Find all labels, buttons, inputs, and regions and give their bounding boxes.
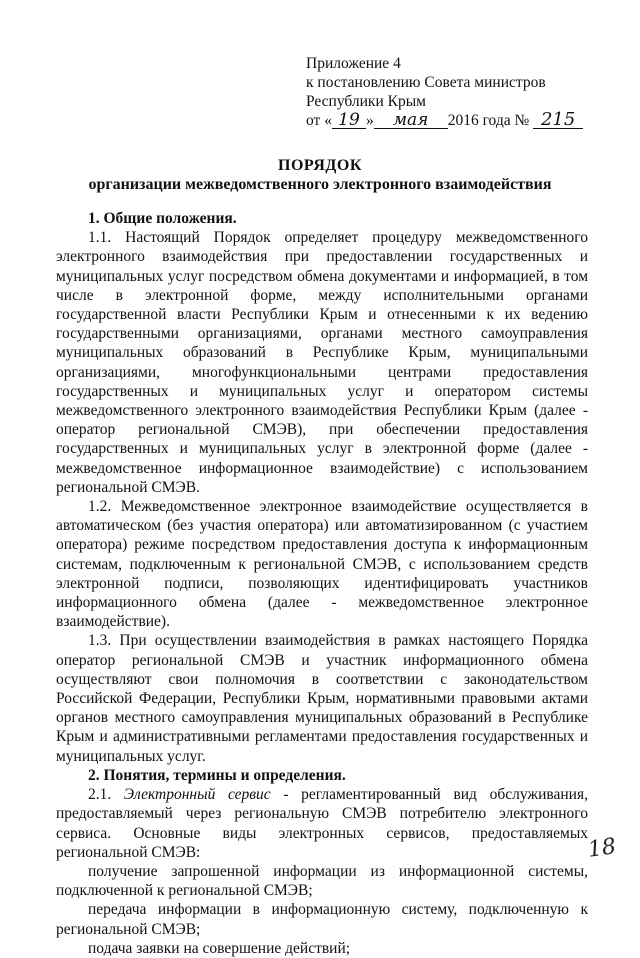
paragraph [56,785,588,862]
date-prefix: от « [306,112,332,129]
paragraph: 1.1. Настоящий Порядок определяет процедуру межведомственного электронного взаимодействия при предоставлении государственных и муниципальных услуг посредством обмена документами и информацией, в том числе в электронной форме, между исполнительными органами государственной власти Республики Крым и отнесенными к их ведению государственными организациями, органами местного самоуправления муниципальных образований в Республике Крым, муниципальными организациями, многофункциональными центрами предоставления государственных и муниципальных услуг и оператором системы межведомственного электронного взаимодействия Республики Крым (далее - оператор региональной СМЭВ), при обеспечении предоставления государственных и муниципальных услуг в электронной форме (далее - межведомственное информационное взаимодействие) с использованием региональной СМЭВ. [56,229,588,496]
document-subtitle: организации межведомственного электронного взаимодействия [88,176,552,193]
handwritten-day: 19 [332,112,366,129]
section-heading: 1. Общие положения. [88,210,237,227]
section-heading: 2. Понятия, термины и определения. [88,766,346,784]
appendix-line: Республики Крым [306,93,426,110]
list-item: передача информации в информационную систему, подключенную к региональной СМЭВ; [56,901,588,938]
clause-number: 2.1. [88,786,112,804]
document-title: ПОРЯДОК [278,157,362,174]
paragraph: 1.2. Межведомственное электронное взаимодействие осуществляется в автоматическом (без участия оператора) или автоматизированном (с участием оператора) режиме посредством предоставления доступа к информационным системам, подключенным к региональной СМЭВ, с использованием средств электронной подписи, позволяющих идентифицировать участников информационного обмена (далее - межведомственное электронное взаимодействие). [56,498,588,631]
date-mid: » [365,112,374,129]
appendix-line: к постановлению Совета министров [306,74,546,91]
defined-term: Электронный сервис [123,786,271,804]
appendix-date-line [306,111,583,130]
list-item: получение запрошенной информации из информационной системы, подключенной к региональной СМЭВ; [56,862,588,900]
date-year: 2016 года № [447,112,530,129]
definition-text: - регламентированный вид обслуживания, предоставляемый через региональную СМЭВ потребителю электронного сервиса. Основные виды электронных сервисов, предоставляемых региональной СМЭВ: [56,786,588,861]
document-body [56,209,588,958]
appendix-header [306,54,583,130]
list-item: подача заявки на совершение действий; [88,939,351,957]
paragraph: 1.3. При осуществлении взаимодействия в рамках настоящего Порядка оператор региональной СМЭВ и участник информационного обмена осуществляют свои полномочия в соответствии с законодательством Российской Федерации, Республики Крым, нормативными правовыми актами органов местного самоуправления муниципальных образований в Республике Крым и административными регламентами предоставления государственных и муниципальных услуг. [56,632,588,765]
handwritten-page-number: 18 [586,834,618,863]
handwritten-month: мая [374,112,448,129]
handwritten-number: 215 [533,112,583,129]
appendix-line: Приложение 4 [306,55,401,72]
